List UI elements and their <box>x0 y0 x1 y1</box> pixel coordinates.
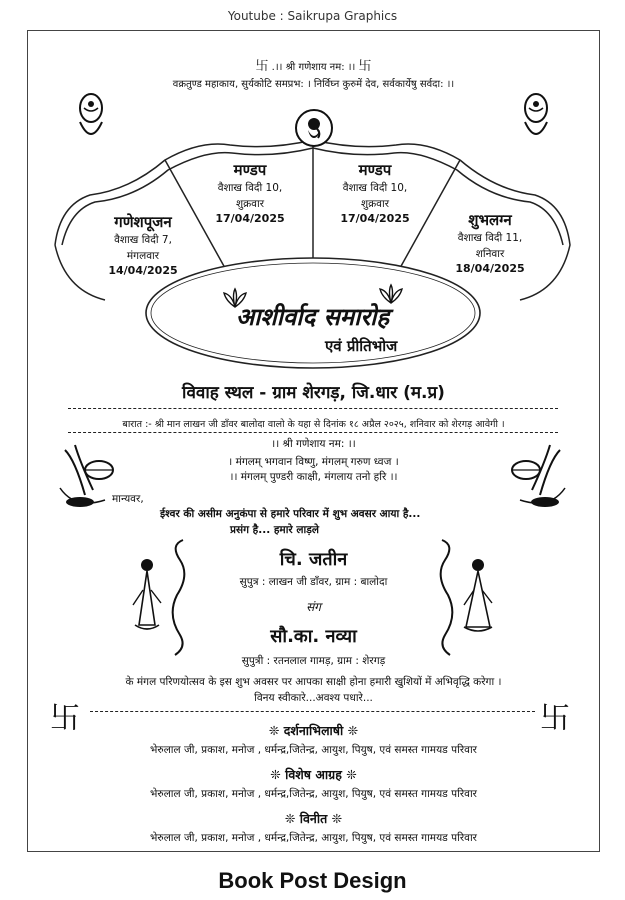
footer-caption: Book Post Design <box>218 868 407 893</box>
family-section-2: ❊ विशेष आग्रह ❊ भेरुलाल जी, प्रकाश, मनोज , धर्मन्द्र,जितेन्द्र, आयुश, पियुष, एवं समस्त गामयड परिवार <box>150 767 477 800</box>
baraat-line: बारात :- श्री मान लाखन जी डाँवर बालोदा वालो के यहा से दिनांक १८ अप्रैल २०२५, शनिवार को शेरगड़ आवेगी । <box>122 419 505 430</box>
ganesh-pujan-panel: गणेशपूजन वैशाख विदी 7, मंगलवार 14/04/2025 <box>108 213 178 277</box>
swastik-icon: 卐 <box>255 59 269 74</box>
shloka: वक्रतुण्ड महाकाय, सुर्यकोटि समप्रभ: । निर्विघ्न कुरुमें देव, सर्वकार्येषु सर्वदा: ।। <box>172 79 455 90</box>
ganesh-icon <box>294 108 334 148</box>
divider <box>68 432 558 433</box>
bride-relation: सुपुत्री : रतनलाल गामड़, ग्राम : शेरगड़ <box>241 655 386 667</box>
swastik-icon: 卐 <box>540 701 570 736</box>
family-section-1: ❊ दर्शनाभिलाषी ❊ भेरुलाल जी, प्रकाश, मनोज , धर्मन्द्र,जितेन्द्र, आयुश, पियुष, एवं समस्त गामयड परिवार <box>150 723 477 756</box>
youtube-credit: Youtube : Saikrupa Graphics <box>227 9 398 23</box>
bride-name: सौ.का. नव्या <box>270 626 357 647</box>
closing-line-1: के मंगल परिणयोत्सव के इस शुभ अवसर पर आपका साक्षी होना हमारी खुशियों में अभिवृद्धि करेगा । <box>125 676 502 688</box>
divider <box>68 408 558 409</box>
family-section-3: ❊ विनीत ❊ भेरुलाल जी, प्रकाश, मनोज , धर्मन्द्र,जितेन्द्र, आयुश, पियुष, एवं समस्त गामयड परिवार <box>150 811 477 844</box>
groom-relation: सुपुत्र : लाखन जी डाँवर, ग्राम : बालोदा <box>239 576 388 588</box>
ganesh-line: 卐 .।। श्री गणेशाय नम: ।। 卐 <box>255 59 372 74</box>
sang-text: संग <box>306 600 321 614</box>
event-subtitle: एवं प्रीतिभोज <box>325 337 398 355</box>
greeting: मान्यवर, <box>112 493 144 505</box>
fan-frame <box>0 0 625 400</box>
swastik-icon: 卐 <box>358 59 372 74</box>
divider <box>90 711 535 712</box>
event-title: आशीर्वाद समारोह <box>235 302 390 331</box>
invite-line-2: प्रसंग है... हमारे लाड़ले <box>230 524 319 536</box>
shubh-lagna-panel: शुभलग्न वैशाख विदी 11, शनिवार 18/04/2025 <box>455 211 525 275</box>
mantra-block: ।। श्री गणेशाय नम: ।। । मंगलम् भगवान विष्णु, मंगलम् गरुण ध्वज । ।। मंगलम् पुण्डरी काक्षी, मंगलाय तनो हरि ।। <box>228 438 399 483</box>
mandap-panel-1: मण्डप वैशाख विदी 10, शुक्रवार 17/04/2025 <box>215 161 285 225</box>
closing-line-2: विनय स्वीकारे...अवश्य पधारे... <box>254 692 373 704</box>
invite-line-1: ईश्वर की असीम अनुकंपा से हमारे परिवार में शुभ अवसर आया है... <box>160 508 421 520</box>
groom-name: चि. जतीन <box>279 549 348 570</box>
mandap-panel-2: मण्डप वैशाख विदी 10, शुक्रवार 17/04/2025 <box>340 161 410 225</box>
venue: विवाह स्थल - ग्राम शेरगड़, जि.धार (म.प्र) <box>182 383 445 403</box>
swastik-icon: 卐 <box>50 701 80 736</box>
